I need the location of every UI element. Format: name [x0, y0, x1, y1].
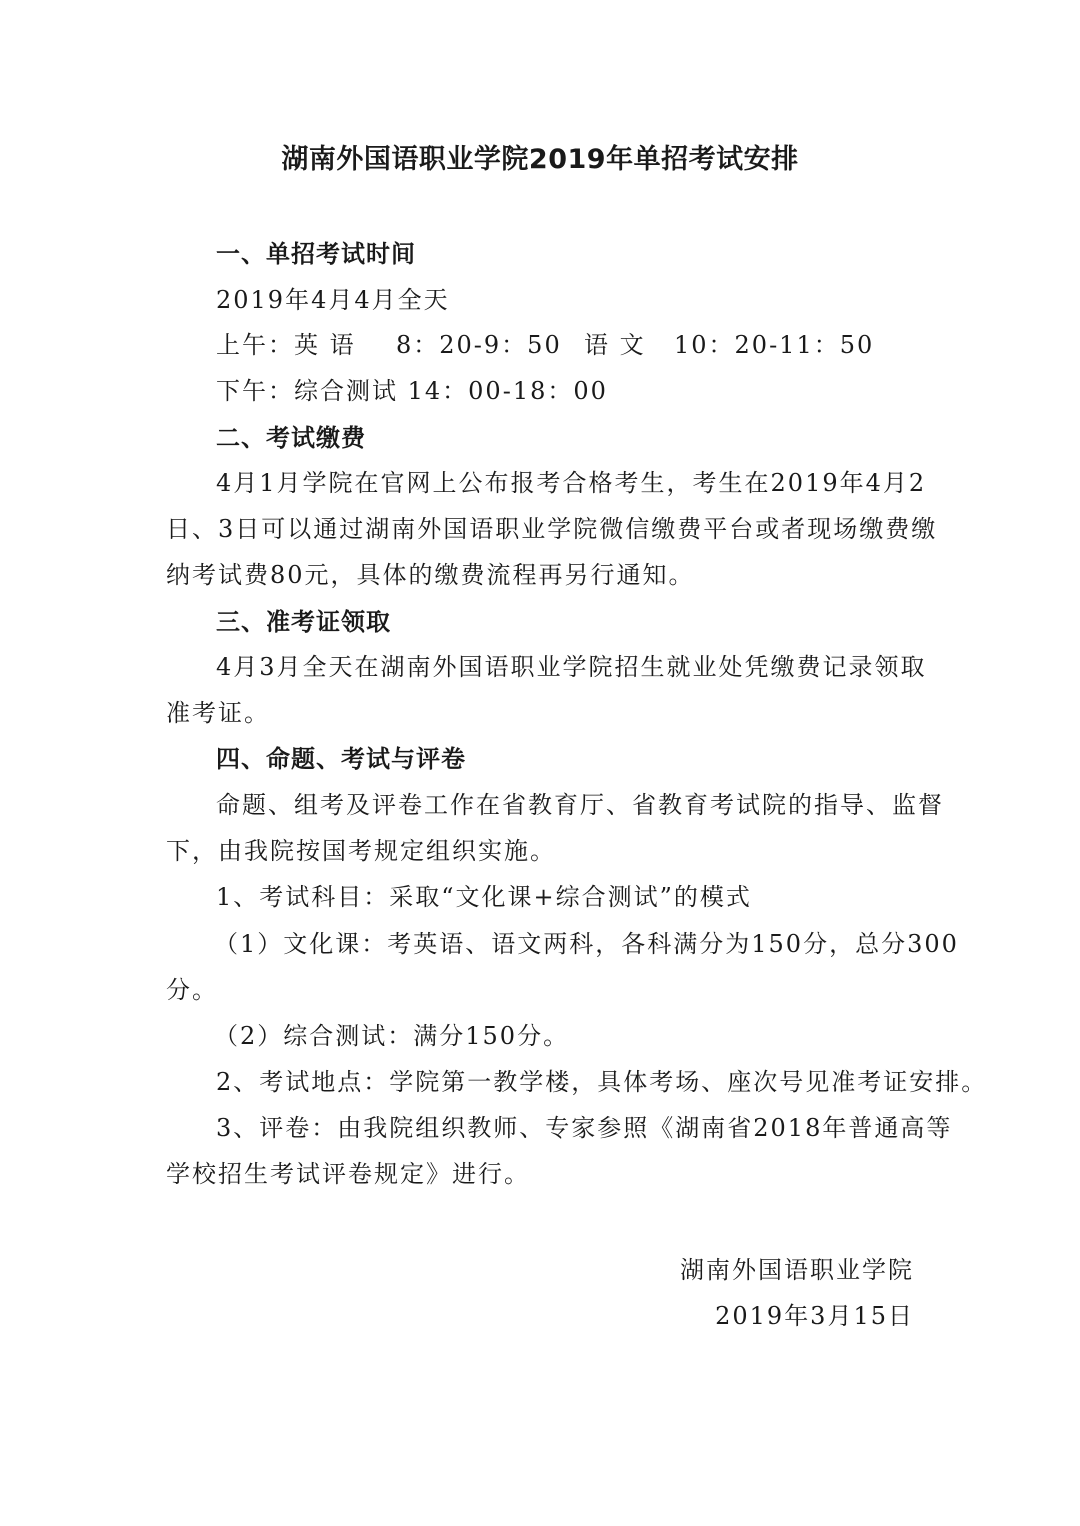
signature-date: 2019年3月15日 [715, 1302, 914, 1330]
fee-paragraph-line: 4月1月学院在官网上公布报考合格考生，考生在2019年4月2 [216, 469, 927, 497]
section-heading-exam-time: 一、单招考试时间 [216, 240, 416, 268]
exam-date: 2019年4月4月全天 [216, 286, 450, 314]
exam-item-subjects: 1、考试科目：采取“文化课+综合测试”的模式 [216, 883, 752, 911]
document-title: 湖南外国语职业学院2019年单招考试安排 [281, 144, 799, 175]
exam-item-culture-course-cont: 分。 [166, 976, 218, 1004]
exam-paragraph-line: 下，由我院按国考规定组织实施。 [166, 837, 556, 865]
exam-item-comprehensive: （2）综合测试：满分150分。 [214, 1022, 570, 1050]
ticket-paragraph-line: 4月3月全天在湖南外国语职业学院招生就业处凭缴费记录领取 [216, 653, 927, 681]
fee-paragraph-line: 纳考试费80元，具体的缴费流程再另行通知。 [166, 561, 695, 589]
exam-item-culture-course: （1）文化课：考英语、语文两科，各科满分为150分，总分300 [214, 930, 959, 958]
signature-org: 湖南外国语职业学院 [680, 1256, 914, 1284]
fee-paragraph-line: 日、3日可以通过湖南外国语职业学院微信缴费平台或者现场缴费缴 [166, 515, 938, 543]
morning-chinese-label: 语 文 [584, 331, 646, 359]
section-heading-ticket: 三、准考证领取 [216, 608, 391, 636]
ticket-paragraph-line: 准考证。 [166, 699, 270, 727]
afternoon-schedule: 下午：综合测试 14：00-18：00 [216, 377, 608, 405]
exam-item-location: 2、考试地点：学院第一教学楼，具体考场、座次号见准考证安排。 [216, 1068, 988, 1096]
exam-item-grading: 3、评卷：由我院组织教师、专家参照《湖南省2018年普通高等 [216, 1114, 953, 1142]
morning-english-time: 8：20-9：50 [396, 331, 562, 359]
morning-english-label: 上午：英 语 [216, 331, 356, 359]
section-heading-exam: 四、命题、考试与评卷 [216, 745, 466, 773]
exam-paragraph-line: 命题、组考及评卷工作在省教育厅、省教育考试院的指导、监督 [216, 791, 944, 819]
exam-item-grading-cont: 学校招生考试评卷规定》进行。 [166, 1160, 530, 1188]
section-heading-fee: 二、考试缴费 [216, 424, 366, 452]
morning-chinese-time: 10：20-11：50 [674, 331, 875, 359]
